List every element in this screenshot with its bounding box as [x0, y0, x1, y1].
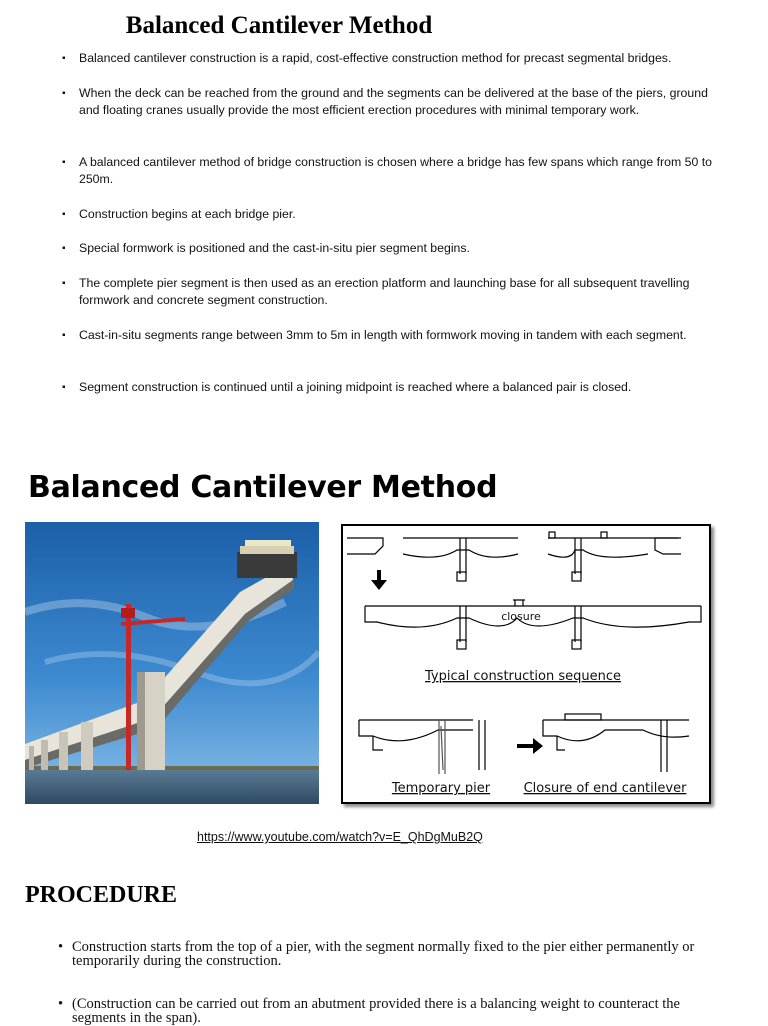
list-item: ▪ The complete pier segment is then used as an erection platform and launching base for all subsequent travelling formwork and concrete segment construction. [62, 275, 729, 310]
list-item: ▪ A balanced cantilever method of bridge construction is chosen where a bridge has few spans which range from 50 to 250m. [62, 154, 729, 189]
video-link[interactable]: https://www.youtube.com/watch?v=E_QhDgMuB2Q [197, 830, 483, 844]
section-title: Balanced Cantilever Method [28, 470, 498, 505]
list-item: ▪ Special formwork is positioned and the cast-in-situ pier segment begins. [62, 240, 729, 257]
bridge-photo [25, 522, 319, 804]
temporary-pier-caption: Temporary pier [391, 781, 491, 796]
list-item: ▪ When the deck can be reached from the ground and the segments can be delivered at the base of the piers, ground and floating cranes usually provide the most efficient erection procedures with minimal temporary work. [62, 85, 729, 120]
closure-end-caption: Closure of end cantilever [523, 781, 687, 796]
construction-sequence-diagram [341, 524, 711, 804]
closure-label: closure [501, 610, 541, 623]
list-item: • (Construction can be carried out from an abutment provided there is a balancing weight to counteract the segments in the span). [58, 997, 732, 1025]
list-item: • Construction starts from the top of a pier, with the segment normally fixed to the pier either permanently or temporarily during the construction. [58, 940, 732, 968]
list-item: ▪ Balanced cantilever construction is a rapid, cost-effective construction method for precast segmental bridges. [62, 50, 729, 67]
list-item: ▪ Cast-in-situ segments range between 3mm to 5m in length with formwork moving in tandem with each segment. [62, 327, 729, 344]
page-title: Balanced Cantilever Method [125, 12, 433, 39]
list-item: ▪ Construction begins at each bridge pier. [62, 206, 729, 223]
list-item: ▪ Segment construction is continued until a joining midpoint is reached where a balanced pair is closed. [62, 379, 729, 396]
sequence-caption: Typical construction sequence [425, 669, 621, 684]
procedure-heading: PROCEDURE [25, 882, 178, 908]
